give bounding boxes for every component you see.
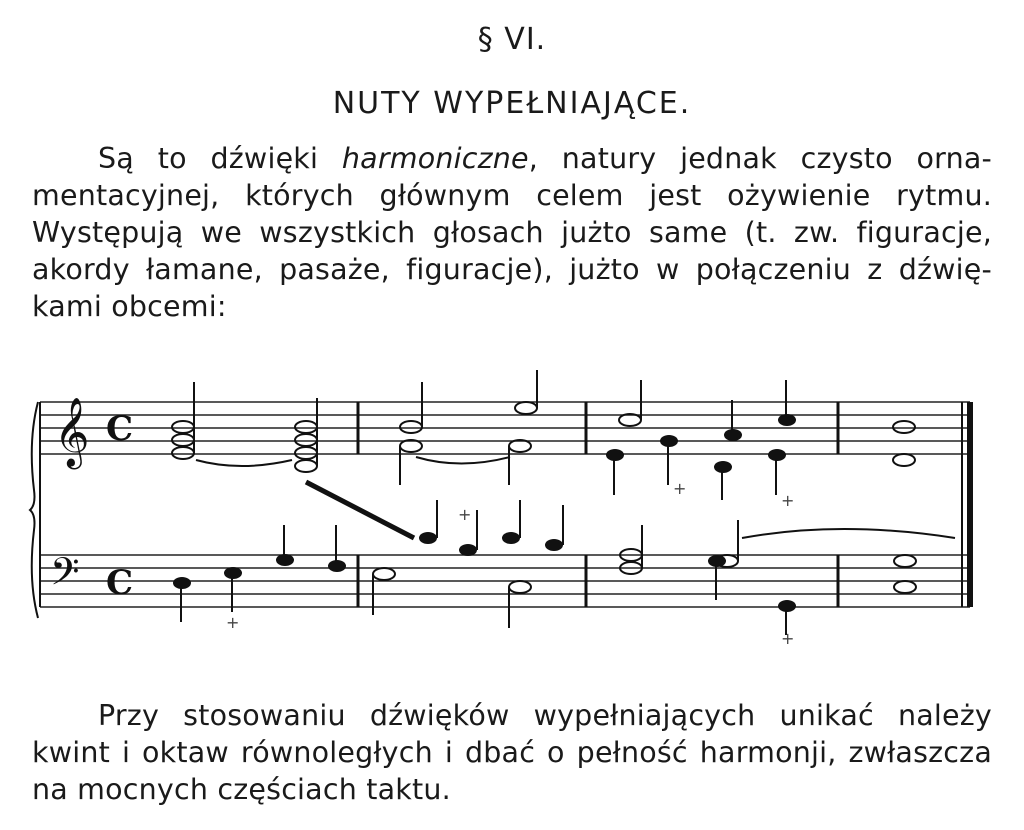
paragraph-line: akordy łamane, pasaże, figuracje), jużto w połączeniu z dźwię-: [32, 253, 992, 286]
paragraph-line: Są to dźwięki harmoniczne, natury jednak czysto orna-: [98, 142, 992, 175]
time-signature-bass: C: [106, 563, 134, 603]
paragraph-line: Przy stosowaniu dźwięków wypełniających unikać należy: [98, 699, 992, 732]
paragraph-line: kwint i oktaw równoległych i dbać o pełność harmonji, zwłaszcza: [32, 736, 992, 769]
paragraph-line: mentacyjnej, których głównym celem jest ożywienie rytmu.: [32, 179, 992, 212]
paragraph-line: kami obcemi:: [32, 290, 227, 323]
svg-text:+: +: [781, 629, 795, 648]
paragraph-line: Występują we wszystkich głosach jużto same (t. zw. figuracje,: [32, 216, 992, 249]
time-signature-treble: C: [106, 409, 134, 449]
section-title: NUTY WYPEŁNIAJĄCE.: [332, 86, 692, 121]
bass-clef-icon: 𝄢: [50, 549, 80, 603]
svg-text:+: +: [458, 505, 472, 524]
paragraph-line: na mocnych częściach taktu.: [32, 773, 451, 806]
svg-text:+: +: [781, 491, 795, 510]
treble-clef-icon: 𝄞: [54, 397, 90, 467]
voice-crossing-line: [306, 482, 414, 538]
svg-text:+: +: [226, 613, 240, 632]
treble-filled-notes: [606, 414, 796, 473]
section-number: § VI.: [477, 22, 547, 57]
intro-paragraph: [32, 140, 992, 325]
italic-term: harmoniczne: [341, 142, 529, 175]
bass-filled-notes: [173, 532, 796, 612]
rule-paragraph: [32, 697, 992, 808]
music-example: [0, 360, 1024, 660]
treble-notes: [172, 370, 915, 500]
svg-text:+: +: [673, 479, 687, 498]
system-brace: [30, 402, 38, 618]
